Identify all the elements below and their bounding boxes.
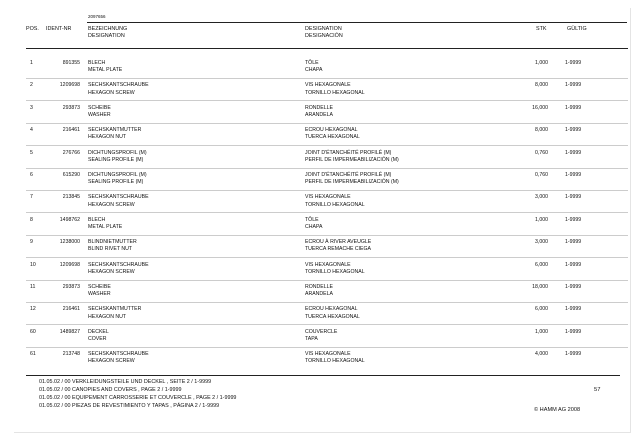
row-qty: 8,000 bbox=[535, 127, 548, 134]
row-fr-text: TÔLE bbox=[305, 216, 319, 223]
footer-line-fr: 01.05.02 / 00 EQUIPEMENT CARROSSERIE ET COUVERCLE , PAGE 2 / 1-9999 bbox=[39, 395, 237, 401]
row-de-en bbox=[88, 172, 147, 186]
table-row bbox=[14, 127, 630, 147]
row-validity: 1-9999 bbox=[565, 194, 582, 201]
row-fr-es bbox=[305, 262, 365, 276]
table-row bbox=[14, 239, 630, 259]
header-designation bbox=[305, 26, 343, 40]
row-ident: 293873 bbox=[62, 284, 80, 290]
row-ident: 1238000 bbox=[59, 239, 80, 246]
row-qty: 1,000 bbox=[535, 216, 548, 223]
row-en-text: BLIND RIVET NUT bbox=[88, 246, 133, 253]
row-ident: 293873 bbox=[62, 104, 80, 111]
row-ident: 213748 bbox=[62, 351, 80, 358]
row-es-text: TUERCA HEXAGONAL bbox=[305, 313, 360, 320]
row-de-en bbox=[88, 82, 149, 96]
row-ident: 216461 bbox=[62, 127, 80, 134]
row-en-text: HEXAGON NUT bbox=[88, 313, 127, 320]
row-fr-es bbox=[305, 150, 399, 164]
row-qty: 3,000 bbox=[535, 239, 548, 246]
row-fr-text: JOINT D'ÉTANCHÉITÉ PROFILÉ (M) bbox=[305, 149, 392, 156]
row-de-en bbox=[88, 239, 137, 253]
header-bez-en: DESIGNATION bbox=[88, 33, 125, 39]
row-fr-es bbox=[305, 351, 365, 365]
row-de-en bbox=[88, 127, 141, 141]
table-row bbox=[14, 351, 630, 371]
row-en-text: METAL PLATE bbox=[88, 67, 123, 74]
row-es-text: TORNILLO HEXAGONAL bbox=[305, 201, 365, 208]
copyright: © HAMM AG 2008 bbox=[534, 407, 581, 413]
row-pos: 3 bbox=[30, 104, 33, 111]
row-qty: 16,000 bbox=[532, 104, 548, 111]
row-fr-es bbox=[305, 194, 365, 208]
row-de-text: DECKEL bbox=[88, 328, 109, 335]
row-de-text: DICHTUNGSPROFIL (M) bbox=[88, 149, 147, 156]
table-row bbox=[14, 150, 630, 170]
row-de-en bbox=[88, 105, 111, 119]
row-de-text: BLECH bbox=[88, 60, 106, 66]
row-validity: 1-9999 bbox=[565, 351, 582, 358]
row-fr-text: VIS HEXAGONALE bbox=[305, 351, 351, 358]
row-qty: 0,760 bbox=[535, 149, 548, 156]
parts-list-page bbox=[14, 8, 631, 433]
row-fr-es bbox=[305, 284, 333, 298]
row-de-text: SCHEIBE bbox=[88, 284, 111, 290]
row-qty: 1,000 bbox=[535, 60, 548, 66]
row-en-text: WASHER bbox=[88, 112, 111, 118]
row-fr-text: ECROU HEXAGONAL bbox=[305, 127, 358, 134]
row-en-text: HEXAGON NUT bbox=[88, 134, 127, 141]
row-de-en bbox=[88, 60, 122, 74]
row-fr-es bbox=[305, 217, 323, 231]
row-ident: 891355 bbox=[62, 60, 80, 66]
document-number: 2097656 bbox=[88, 14, 106, 19]
row-en-text: WASHER bbox=[88, 291, 111, 298]
row-es-text: TUERCA HEXAGONAL bbox=[305, 134, 360, 141]
row-fr-es bbox=[305, 172, 399, 186]
row-de-text: SECHSKANTSCHRAUBE bbox=[88, 261, 149, 268]
row-ident: 1209698 bbox=[59, 261, 80, 268]
header-bezeichnung bbox=[88, 26, 127, 40]
row-pos: 4 bbox=[30, 127, 33, 134]
row-divider bbox=[26, 123, 628, 124]
row-pos: 9 bbox=[30, 239, 33, 246]
row-validity: 1-9999 bbox=[565, 172, 582, 178]
row-validity: 1-9999 bbox=[565, 60, 582, 66]
row-fr-text: TÔLE bbox=[305, 60, 319, 66]
row-en-text: COVER bbox=[88, 336, 107, 342]
row-pos: 1 bbox=[30, 60, 33, 66]
row-qty: 6,000 bbox=[535, 261, 548, 268]
row-divider bbox=[26, 145, 628, 146]
row-validity: 1-9999 bbox=[565, 104, 582, 111]
header-divider bbox=[26, 48, 628, 49]
footer-divider bbox=[26, 375, 620, 376]
row-de-en bbox=[88, 329, 109, 343]
row-de-en bbox=[88, 217, 122, 231]
row-es-text: TORNILLO HEXAGONAL bbox=[305, 358, 365, 365]
row-en-text: HEXAGON SCREW bbox=[88, 358, 135, 365]
row-en-text: HEXAGON SCREW bbox=[88, 268, 135, 275]
row-fr-text: VIS HEXAGONALE bbox=[305, 261, 351, 268]
row-de-text: BLINDNIETMUTTER bbox=[88, 239, 137, 246]
row-divider bbox=[26, 100, 628, 101]
row-es-text: ARANDELA bbox=[305, 291, 333, 298]
row-validity: 1-9999 bbox=[565, 306, 582, 313]
row-pos: 5 bbox=[30, 149, 33, 156]
row-validity: 1-9999 bbox=[565, 149, 582, 156]
row-divider bbox=[26, 347, 628, 348]
row-en-text: HEXAGON SCREW bbox=[88, 89, 135, 96]
table-row bbox=[14, 329, 630, 349]
row-fr-text: ECROU HEXAGONAL bbox=[305, 306, 358, 313]
row-validity: 1-9999 bbox=[565, 284, 582, 290]
row-de-text: SECHSKANTMUTTER bbox=[88, 306, 142, 313]
row-validity: 1-9999 bbox=[565, 239, 582, 246]
table-row bbox=[14, 105, 630, 125]
row-divider bbox=[26, 190, 628, 191]
row-pos: 11 bbox=[30, 284, 36, 290]
row-de-en bbox=[88, 262, 149, 276]
row-validity: 1-9999 bbox=[565, 328, 582, 335]
row-de-text: SCHEIBE bbox=[88, 104, 111, 111]
row-validity: 1-9999 bbox=[565, 127, 582, 134]
header-ident: IDENT-NR bbox=[46, 26, 72, 32]
row-validity: 1-9999 bbox=[565, 261, 582, 268]
row-ident: 216461 bbox=[62, 306, 80, 313]
row-es-text: CHAPA bbox=[305, 67, 323, 74]
footer-line-de: 01.05.02 / 00 VERKLEIDUNGSTEILE UND DECKEL , SEITE 2 / 1-9999 bbox=[39, 379, 212, 385]
footer-line-es: 01.05.02 / 00 PIEZAS DE REVESTIMIENTO Y TAPAS , PÁGINA 2 / 1-9999 bbox=[39, 403, 220, 409]
row-de-text: SECHSKANTSCHRAUBE bbox=[88, 194, 149, 201]
table-row bbox=[14, 60, 630, 80]
row-qty: 1,000 bbox=[535, 328, 548, 335]
row-qty: 6,000 bbox=[535, 306, 548, 313]
row-de-text: DICHTUNGSPROFIL (M) bbox=[88, 172, 147, 178]
row-ident: 615290 bbox=[62, 172, 80, 178]
row-es-text: CHAPA bbox=[305, 224, 323, 230]
row-en-text: SEALING PROFILE (M) bbox=[88, 179, 144, 186]
row-divider bbox=[26, 280, 628, 281]
row-ident: 213845 bbox=[62, 194, 80, 201]
header-des-fr: DESIGNATION bbox=[305, 26, 342, 32]
footer-line-en: 01.05.02 / 00 CANOPIES AND COVERS , PAGE 2 / 1-9999 bbox=[39, 387, 182, 393]
row-fr-es bbox=[305, 127, 360, 141]
table-row bbox=[14, 194, 630, 214]
row-de-en bbox=[88, 351, 149, 365]
row-divider bbox=[26, 302, 628, 303]
row-de-text: SECHSKANTSCHRAUBE bbox=[88, 82, 149, 89]
table-row bbox=[14, 306, 630, 326]
row-divider bbox=[26, 212, 628, 213]
table-row bbox=[14, 172, 630, 192]
row-divider bbox=[26, 324, 628, 325]
row-pos: 7 bbox=[30, 194, 33, 201]
row-de-en bbox=[88, 306, 141, 320]
row-fr-text: VIS HEXAGONALE bbox=[305, 82, 351, 89]
row-pos: 2 bbox=[30, 82, 33, 89]
row-pos: 10 bbox=[30, 261, 36, 268]
row-ident: 1489827 bbox=[59, 328, 80, 335]
row-de-en bbox=[88, 150, 147, 164]
page-number: 57 bbox=[594, 387, 601, 393]
row-es-text: TORNILLO HEXAGONAL bbox=[305, 268, 365, 275]
table-row bbox=[14, 82, 630, 102]
top-divider bbox=[87, 22, 627, 23]
row-pos: 60 bbox=[30, 328, 36, 335]
row-en-text: METAL PLATE bbox=[88, 224, 123, 230]
row-ident: 276766 bbox=[62, 149, 80, 156]
row-de-en bbox=[88, 284, 111, 298]
row-pos: 12 bbox=[30, 306, 36, 313]
row-fr-text: COUVERCLE bbox=[305, 328, 338, 335]
row-de-text: SECHSKANTMUTTER bbox=[88, 127, 142, 134]
header-pos: POS. bbox=[26, 26, 39, 32]
table-row bbox=[14, 284, 630, 304]
row-en-text: HEXAGON SCREW bbox=[88, 201, 135, 208]
header-des-es: DESIGNACIÓN bbox=[305, 33, 343, 39]
table-row bbox=[14, 262, 630, 282]
row-fr-es bbox=[305, 306, 360, 320]
header-bez-de: BEZEICHNUNG bbox=[88, 26, 128, 32]
row-de-text: SECHSKANTSCHRAUBE bbox=[88, 351, 149, 358]
row-fr-text: RONDELLE bbox=[305, 284, 333, 290]
row-divider bbox=[26, 257, 628, 258]
row-divider bbox=[26, 168, 628, 169]
row-qty: 3,000 bbox=[535, 194, 548, 201]
header-validity: GÜLTIG bbox=[567, 26, 587, 32]
row-es-text: PERFIL DE IMPERMEABILIZACIÓN (M) bbox=[305, 156, 399, 163]
row-validity: 1-9999 bbox=[565, 82, 582, 89]
row-pos: 61 bbox=[30, 351, 36, 358]
row-fr-es bbox=[305, 82, 365, 96]
row-fr-text: ECROU À RIVER AVEUGLE bbox=[305, 239, 372, 246]
row-validity: 1-9999 bbox=[565, 216, 582, 223]
row-ident: 1209698 bbox=[59, 82, 80, 89]
row-divider bbox=[26, 78, 628, 79]
row-es-text: TORNILLO HEXAGONAL bbox=[305, 89, 365, 96]
row-fr-es bbox=[305, 105, 333, 119]
row-es-text: TAPA bbox=[305, 336, 318, 342]
table-row bbox=[14, 217, 630, 237]
row-qty: 0,760 bbox=[535, 172, 548, 178]
row-es-text: ARANDELA bbox=[305, 112, 333, 118]
row-ident: 1498762 bbox=[59, 216, 80, 223]
row-pos: 8 bbox=[30, 216, 33, 223]
row-qty: 18,000 bbox=[532, 284, 548, 290]
header-qty: STK bbox=[536, 26, 547, 32]
row-fr-es bbox=[305, 329, 337, 343]
row-es-text: TUERCA REMACHE CIEGA bbox=[305, 246, 372, 253]
row-fr-text: VIS HEXAGONALE bbox=[305, 194, 351, 201]
row-de-en bbox=[88, 194, 149, 208]
row-en-text: SEALING PROFILE (M) bbox=[88, 156, 144, 163]
row-qty: 4,000 bbox=[535, 351, 548, 358]
row-fr-es bbox=[305, 60, 323, 74]
row-de-text: BLECH bbox=[88, 216, 106, 223]
row-fr-text: JOINT D'ÉTANCHÉITÉ PROFILÉ (M) bbox=[305, 172, 392, 178]
row-es-text: PERFIL DE IMPERMEABILIZACIÓN (M) bbox=[305, 179, 399, 186]
row-pos: 6 bbox=[30, 172, 33, 178]
row-fr-text: RONDELLE bbox=[305, 104, 333, 111]
row-qty: 8,000 bbox=[535, 82, 548, 89]
row-divider bbox=[26, 235, 628, 236]
row-fr-es bbox=[305, 239, 371, 253]
